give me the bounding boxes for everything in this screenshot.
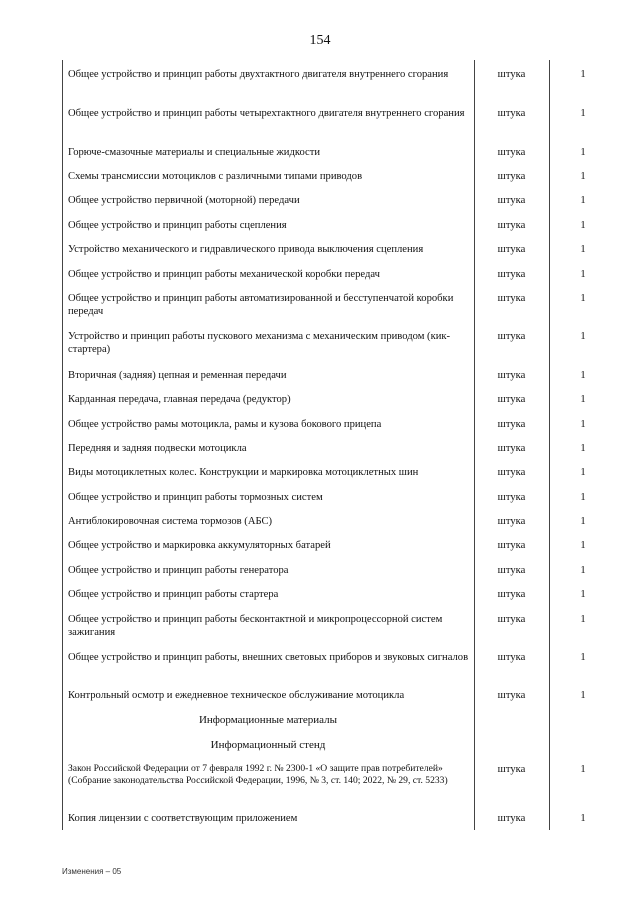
item-name: Виды мотоциклетных колес. Конструкции и маркировка мотоциклетных шин <box>68 467 419 478</box>
item-name: Общее устройство и маркировка аккумуляторных батарей <box>68 540 331 551</box>
item-unit: штука <box>497 69 526 80</box>
item-quantity: 1 <box>580 589 586 600</box>
item-name: Схемы трансмиссии мотоциклов с различными типами приводов <box>68 171 363 182</box>
item-quantity: 1 <box>580 565 586 576</box>
item-quantity: 1 <box>580 813 586 824</box>
item-unit: штука <box>497 540 526 551</box>
item-unit: штука <box>497 492 526 503</box>
item-name: Общее устройство и принцип работы четырехтактного двигателя внутреннего сгорания <box>68 108 465 119</box>
item-name: Контрольный осмотр и ежедневное техническое обслуживание мотоцикла <box>68 690 405 701</box>
item-unit: штука <box>497 443 526 454</box>
item-quantity: 1 <box>580 467 586 478</box>
item-name: Устройство механического и гидравлического привода выключения сцепления <box>68 244 424 255</box>
item-unit: штука <box>497 516 526 527</box>
item-unit: штука <box>497 220 526 231</box>
item-unit: штука <box>497 467 526 478</box>
item-name: Общее устройство и принцип работы тормозных систем <box>68 492 323 503</box>
footer-revision-note: Изменения – 05 <box>62 867 122 876</box>
item-unit: штука <box>497 293 526 304</box>
item-name: Общее устройство первичной (моторной) передачи <box>68 195 300 206</box>
item-quantity: 1 <box>580 171 586 182</box>
item-name: Общее устройство и принцип работы, внешних световых приборов и звуковых сигналов <box>68 652 469 663</box>
item-quantity: 1 <box>580 652 586 663</box>
item-unit: штука <box>497 652 526 663</box>
item-unit: штука <box>497 614 526 625</box>
item-quantity: 1 <box>580 269 586 280</box>
item-name: Карданная передача, главная передача (редуктор) <box>68 394 291 405</box>
item-quantity: 1 <box>580 370 586 381</box>
item-quantity: 1 <box>580 492 586 503</box>
item-quantity: 1 <box>580 419 586 430</box>
item-quantity: 1 <box>580 540 586 551</box>
item-unit: штука <box>497 370 526 381</box>
item-unit: штука <box>497 589 526 600</box>
item-quantity: 1 <box>580 443 586 454</box>
item-name: Общее устройство и принцип работы автоматизированной и бесступенчатой коробки передач <box>68 293 454 318</box>
item-name: Общее устройство и принцип работы бесконтактной и микропроцессорной систем зажигания <box>68 614 443 639</box>
item-quantity: 1 <box>580 394 586 405</box>
item-name: Антиблокировочная система тормозов (АБС) <box>68 516 273 527</box>
unit-qty-divider <box>549 60 550 830</box>
subsection-heading: Информационный стенд <box>210 739 326 751</box>
item-quantity: 1 <box>580 764 586 775</box>
item-unit: штука <box>497 331 526 342</box>
item-unit: штука <box>497 108 526 119</box>
item-unit: штука <box>497 419 526 430</box>
item-name: Вторичная (задняя) цепная и ременная передачи <box>68 370 287 381</box>
item-quantity: 1 <box>580 147 586 158</box>
item-unit: штука <box>497 690 526 701</box>
item-unit: штука <box>497 813 526 824</box>
section-heading: Информационные материалы <box>198 714 338 726</box>
page-number: 154 <box>309 33 331 48</box>
item-quantity: 1 <box>580 69 586 80</box>
item-quantity: 1 <box>580 195 586 206</box>
item-name: Общее устройство и принцип работы сцепления <box>68 220 287 231</box>
item-name: Общее устройство и принцип работы механической коробки передач <box>68 269 380 280</box>
item-quantity: 1 <box>580 220 586 231</box>
item-unit: штука <box>497 147 526 158</box>
item-name: Общее устройство рамы мотоцикла, рамы и кузова бокового прицепа <box>68 419 382 430</box>
item-quantity: 1 <box>580 614 586 625</box>
item-name: Закон Российской Федерации от 7 февраля 1992 г. № 2300-1 «О защите прав потребителей» (Собрание законодательства Российской Федерации, 1996, № 3, ст. 140; 2022, № 29, ст. 5233) <box>68 763 448 786</box>
item-unit: штука <box>497 764 526 775</box>
item-unit: штука <box>497 394 526 405</box>
item-unit: штука <box>497 565 526 576</box>
item-name: Общее устройство и принцип работы генератора <box>68 565 289 576</box>
item-quantity: 1 <box>580 108 586 119</box>
item-name: Устройство и принцип работы пускового механизма с механическим приводом (кик-стартера) <box>68 331 451 356</box>
item-quantity: 1 <box>580 516 586 527</box>
item-name: Общее устройство и принцип работы стартера <box>68 589 279 600</box>
item-quantity: 1 <box>580 293 586 304</box>
item-quantity: 1 <box>580 690 586 701</box>
item-name: Общее устройство и принцип работы двухтактного двигателя внутреннего сгорания <box>68 69 449 80</box>
item-unit: штука <box>497 171 526 182</box>
item-unit: штука <box>497 269 526 280</box>
item-name: Передняя и задняя подвески мотоцикла <box>68 443 247 454</box>
item-quantity: 1 <box>580 244 586 255</box>
item-quantity: 1 <box>580 331 586 342</box>
item-name: Горюче-смазочные материалы и специальные жидкости <box>68 147 321 158</box>
item-name: Копия лицензии с соответствующим приложением <box>68 813 298 824</box>
item-unit: штука <box>497 244 526 255</box>
item-unit: штука <box>497 195 526 206</box>
